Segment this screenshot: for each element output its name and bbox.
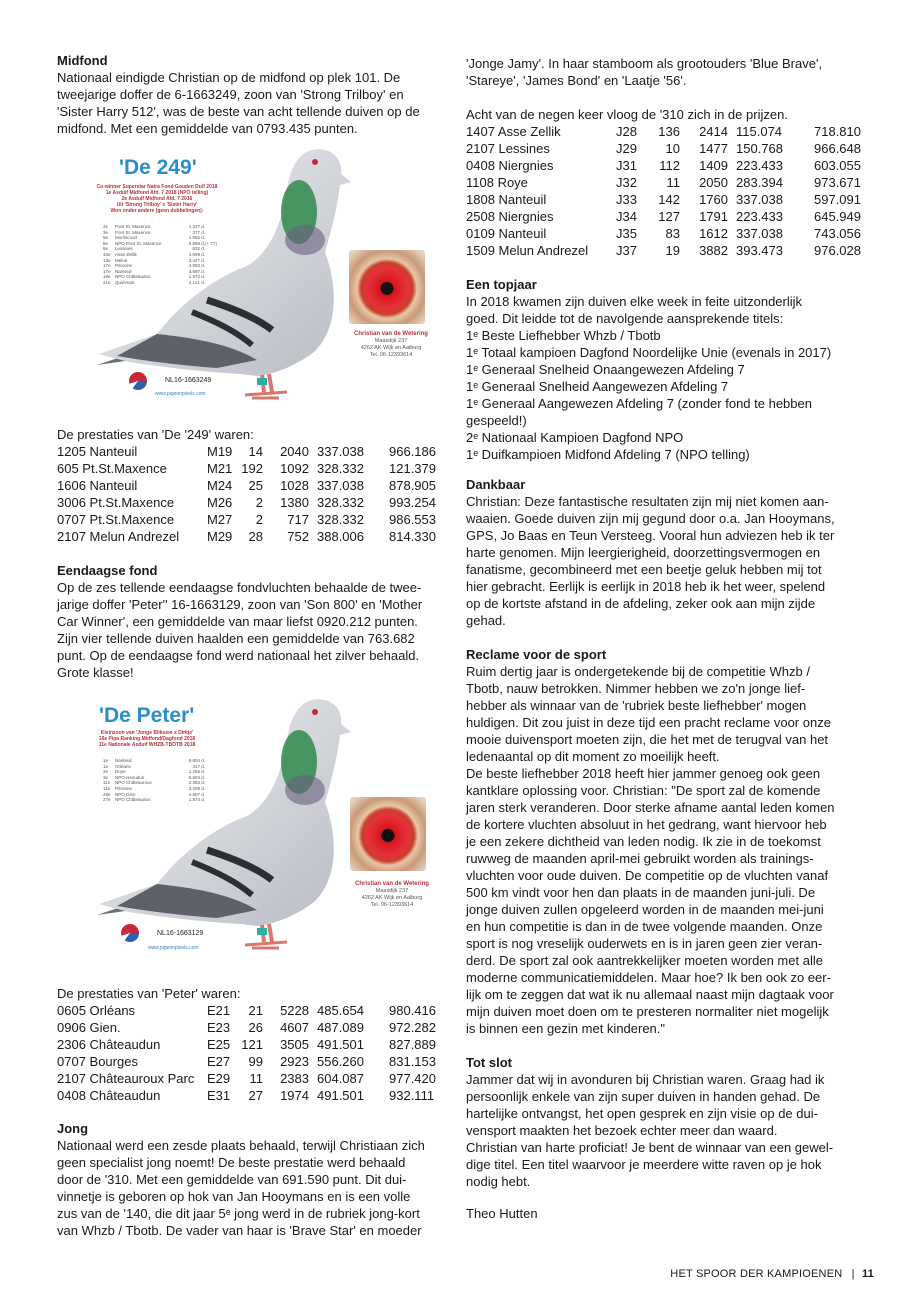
heading-jong: Jong <box>57 1121 89 1136</box>
photo-result-cell: NPO Châteaudun <box>115 797 151 803</box>
table-cell: 556.260 <box>317 1054 364 1069</box>
table-cell-date-location: 0906 Gien. <box>57 1020 121 1035</box>
caption-line: Uit 'Strong Trilboy' x 'Sister Harry' <box>116 202 198 208</box>
photo-result-cell <box>205 280 225 286</box>
table-cell: 1612 <box>699 226 728 241</box>
table-cell: 83 <box>665 226 680 241</box>
pigeonpixels-logo <box>121 924 139 942</box>
table-cell-date-location: 605 Pt.St.Maxence <box>57 461 167 476</box>
table-cell: 1092 <box>280 461 309 476</box>
table-cell-date-location: 2508 Niergnies <box>466 209 554 224</box>
table-cell: 986.553 <box>389 512 436 527</box>
photo-result-cell: 18e <box>103 274 111 280</box>
table-cell: J35 <box>616 226 637 241</box>
table-cell-date-location: 0408 Niergnies <box>466 158 554 173</box>
photo-title: 'De Peter' <box>99 704 195 727</box>
table-cell: 972.282 <box>389 1020 436 1035</box>
table-cell: 2050 <box>699 175 728 190</box>
photo-result-cell: NPO Gien <box>115 791 136 797</box>
photo-result-row <box>103 797 225 803</box>
photo-result-cell: 1e <box>103 758 109 763</box>
table-cell: 328.332 <box>317 495 364 510</box>
photo-result-cell: 5.604 d. <box>188 758 205 763</box>
table-cell-date-location: 0109 Nanteuil <box>466 226 547 241</box>
table-cell: 1028 <box>280 478 309 493</box>
paragraph-jong: Nationaal werd een zesde plaats behaald, terwijl Christiaan zich geen specialist jong noemt! De beste prestatie werd behaald door de '310. Met een gemiddelde van 691.590 punt. Dit dui- vinnetje is geboren op hok van Jan Hooymans en is een volle zus van de '140, die dit jaar 5ᵉ jong werd in de rubriek jong-kort van Whzb / Tbotb. De vader van haar is 'Brave Star' en moeder <box>57 1138 425 1238</box>
photo-result-cell: 10e <box>103 251 111 257</box>
photo-result-cell: 1e <box>103 763 109 769</box>
ring-number: NL16-1663129 <box>157 930 204 937</box>
page-number: 11 <box>861 1268 874 1280</box>
caption-line: Co-winner Superstar Natra Fond Gouden Duif 2018 <box>96 184 218 190</box>
table-cell: E31 <box>207 1088 231 1103</box>
heading-midfond: Midfond <box>57 53 108 68</box>
table-cell: 966.648 <box>814 141 861 156</box>
table-cell: 3882 <box>699 243 728 258</box>
breeder-name: Christian van de Wetering <box>354 331 428 337</box>
table-cell-date-location: 1407 Asse Zellik <box>466 124 561 139</box>
photo-result-cell: Pont St. Maxence <box>115 229 151 235</box>
table-cell: J37 <box>616 243 637 258</box>
table-cell-date-location: 1606 Nanteuil <box>57 478 138 493</box>
table-cell: 597.091 <box>814 192 861 207</box>
table-cell: 25 <box>248 478 263 493</box>
table-cell: 2 <box>255 495 263 510</box>
photo-result-cell: 3.447 d. <box>188 257 205 263</box>
pigeon-photo-de-249 <box>57 140 447 425</box>
paragraph-reclame: Ruim dertig jaar is ondergetekende bij de competitie Whzb / Tbotb, nauw betrokken. Nimmer hebben we zo'n jonge lief- hebber als winnaar van de 'rubriek beste liefhebber' mogen huldigen. Dit zou juist in deze tijd een pracht reclame voor onze mooie duivensport moeten zijn, die het met de terugval van het ledenaantal op dit moment zo moeilijk heeft. De beste liefhebber 2018 heeft hier jammer genoeg ook geen kantklare oplossing voor. Christian: "De sport zal de komende jaren sterk veranderen. Door sterke afname aantal leden komen de kortere vluchten absoluut in het gedrang, want hiervoor heb je een zekere dichtheid van leden nodig. Ik zie in de toekomst ruwweg de maanden april-mei gebruikt worden als trainings- vluchten voor oude duiven. De competitie op de vluchten vanaf 500 km vindt voor hen dan plaats in de maanden juni-juli. De jonge duiven zullen opgeleerd worden in de maanden mei-juni en hun competitie is dan in de twee volgende maanden. Onze sport is nog vreselijk ouderwets en is in jaren geen zier veran- derd. De sport zal ook aantrekkelijker moeten worden met alle moderne communicatiemiddelen. Maar hoe? Ik ben ook zo eer- lijk om te zeggen dat wat ik nu allemaal naast mijn dagtaak voor mijn duiven moet doen om te presteren normaliter niet mogelijk is binnen een gezin met kinderen." <box>466 664 835 1036</box>
photo-result-cell: 3.697 d. <box>188 268 205 274</box>
table-cell: 328.332 <box>317 512 364 527</box>
photo-title: 'De 249' <box>119 156 197 179</box>
table-cell: 491.501 <box>317 1088 364 1103</box>
photo-result-cell: 832 d. <box>192 246 205 252</box>
caption-line: 11e Nationale Asduif WHZB-TBOTB 2018 <box>98 742 196 748</box>
photo-result-cell: 3e <box>103 774 109 780</box>
table-cell-date-location: 1108 Roye <box>466 175 528 190</box>
photo-result-row <box>103 280 225 286</box>
heading-een-topjaar: Een topjaar <box>466 277 537 292</box>
contact-line: Tel. 06-12393614 <box>369 352 413 358</box>
table-cell: 388.006 <box>317 529 364 544</box>
photo-result-cell: 13e <box>103 257 111 263</box>
photo-result-cell: 11e <box>103 785 111 791</box>
table-cell: 10 <box>665 141 680 156</box>
table-cell: 150.768 <box>736 141 783 156</box>
table-cell: 827.889 <box>389 1037 436 1052</box>
heading-dankbaar: Dankbaar <box>466 477 526 492</box>
table-cell: M26 <box>207 495 233 510</box>
photo-result-cell: 28e <box>103 791 111 797</box>
photo-result-cell: 417 d. <box>192 763 205 769</box>
table-cell: 1760 <box>699 192 728 207</box>
table-cell: 1409 <box>699 158 728 173</box>
table-intro: De prestaties van 'Peter' waren: <box>57 986 241 1001</box>
table-cell: 328.332 <box>317 461 364 476</box>
paragraph-jonge-jamy: 'Jonge Jamy'. In haar stamboom als grootouders 'Blue Brave', 'Stareye', 'James Bond' en 'Laatje '56'. <box>466 56 823 88</box>
photo-result-cell: 6.604 d. <box>188 774 205 780</box>
photo-result-cell: Melun <box>115 257 128 263</box>
table-cell: 718.810 <box>814 124 861 139</box>
table-cell: 136 <box>658 124 680 139</box>
table-cell: 491.501 <box>317 1037 364 1052</box>
footer-separator: | <box>851 1268 855 1280</box>
section-jong <box>57 1120 447 1239</box>
table-cell: M29 <box>207 529 233 544</box>
photo-result-cell: 4.093 d. <box>188 263 205 269</box>
table-cell: 1380 <box>280 495 309 510</box>
table-intro: Acht van de negen keer vloog de '310 zich in de prijzen. <box>466 107 788 122</box>
table-cell: 337.038 <box>736 226 783 241</box>
contact-line: Tel. 06-12393614 <box>370 902 414 908</box>
table-cell: 1477 <box>699 141 728 156</box>
photo-result-cell: 8e <box>103 246 109 252</box>
photo-result-cell: 1.974 d. <box>188 274 205 280</box>
photo-result-cell: (+ 77) <box>205 240 217 246</box>
table-cell: 976.028 <box>814 243 861 258</box>
photo-result-cell: 17e <box>103 268 111 274</box>
paragraph-eendaagse-fond: Op de zes tellende eendaagse fondvluchten behaalde de twee- jarige doffer 'Peter'' 16-1663129, zoon van 'Son 800' en 'Mother Car Winner', een gemiddelde van maar liefst 0920.212 punten. Zijn vier tellende duiven haalden een gemiddelde van 763.682 punt. Op de eendaagse fond werd nationaal het zilver behaald. Grote klasse! <box>57 580 423 680</box>
table-cell: J33 <box>616 192 637 207</box>
table-cell: E25 <box>207 1037 231 1052</box>
author: Theo Hutten <box>466 1206 538 1221</box>
eye-photo <box>350 797 426 871</box>
contact-line: 4262 AK Wijk en Aalburg <box>361 895 423 901</box>
photo-result-cell: 1.255 d. <box>188 769 205 775</box>
table-cell: 127 <box>658 209 680 224</box>
table-cell-date-location: 0707 Pt.St.Maxence <box>57 512 175 527</box>
table-cell: 980.416 <box>389 1003 436 1018</box>
table-cell-date-location: 3006 Pt.St.Maxence <box>57 495 175 510</box>
table-cell: 2 <box>255 512 263 527</box>
table-cell: 142 <box>658 192 680 207</box>
table-cell: 337.038 <box>317 478 364 493</box>
pigeonpixels-logo <box>129 372 147 390</box>
table-cell: 932.111 <box>389 1088 435 1103</box>
table-cell: 28 <box>248 529 263 544</box>
table-cell: 977.420 <box>389 1071 436 1086</box>
section-een-topjaar <box>466 276 876 463</box>
table-cell: 11 <box>249 1071 263 1086</box>
photo-result-cell: 1.237 d. <box>188 224 205 229</box>
photo-result-cell: Asse Zellik <box>115 251 137 257</box>
table-cell: 27 <box>248 1088 263 1103</box>
caption-line: Kleinzoon van 'Jonge Bliksem x Dirkje' <box>100 730 194 736</box>
photo-result-cell: Orléans <box>115 763 131 769</box>
table-cell: 21 <box>248 1003 263 1018</box>
table-cell: 112 <box>659 158 680 173</box>
photo-result-cell: Pont St. Maxence <box>115 224 151 229</box>
table-cell-date-location: 0707 Bourges <box>57 1054 138 1069</box>
table-cell: J34 <box>616 209 637 224</box>
table-cell: 26 <box>248 1020 263 1035</box>
table-cell: 831.153 <box>389 1054 436 1069</box>
photo-result-cell: 17e <box>103 263 111 269</box>
table-cell-date-location: 2107 Melun Andrezel <box>57 529 180 544</box>
paragraph-continued <box>466 55 876 89</box>
table-cell: 99 <box>248 1054 263 1069</box>
table-cell: 115.074 <box>736 124 783 139</box>
table-cell: 1974 <box>280 1088 309 1103</box>
table-cell-date-location: 0408 Châteaudun <box>57 1088 161 1103</box>
table-cell: E23 <box>207 1020 231 1035</box>
table-cell: 878.905 <box>389 478 436 493</box>
photo-result-cell: 2.383 d. <box>188 780 205 786</box>
table-cell: 2414 <box>699 124 728 139</box>
photo-result-cell: 5e <box>103 235 109 241</box>
section-dankbaar <box>466 476 876 629</box>
table-cell: 603.055 <box>814 158 861 173</box>
table-cell: 717 <box>287 512 309 527</box>
table-cell: 121.379 <box>389 461 436 476</box>
table-cell: E21 <box>207 1003 231 1018</box>
table-cell: 192 <box>241 461 263 476</box>
table-cell: 973.671 <box>814 175 861 190</box>
table-cell: 743.056 <box>814 226 861 241</box>
table-cell: 2383 <box>280 1071 309 1086</box>
eye-photo <box>349 250 425 324</box>
contact-line: Maasdijk 237 <box>374 338 408 344</box>
heading-tot-slot: Tot slot <box>466 1055 512 1070</box>
breeder-contact <box>336 331 446 359</box>
photo-result-cell: 11e <box>103 780 111 786</box>
paragraph-een-topjaar: In 2018 kwamen zijn duiven elke week in feite uitzonderlijk goed. Dit leidde tot de navolgende aansprekende titels: 1ᵉ Beste Liefhebber Whzb / Tbotb 1ᵉ Totaal kampioen Dagfond Noordelijke Unie (evenals in 2017) 1ᵉ Generaal Snelheid Onaangewezen Afdeling 7 1ᵉ Generaal Snelheid Aangewezen Afdeling 7 1ᵉ Generaal Aangewezen Afdeling 7 (zonder fond te hebben gespeeld!) 2ᵉ Nationaal Kampioen Dagfond NPO 1ᵉ Duifkampioen Midfond Afdeling 7 (NPO telling) <box>466 294 832 462</box>
photo-result-cell: 4.607 d. <box>188 791 205 797</box>
breeder-contact <box>337 881 447 909</box>
photo-result-cell: 8e <box>103 240 109 246</box>
photo-result-cell: 1.974 d. <box>188 797 205 803</box>
results-table-de-249 <box>57 426 447 545</box>
photo-caption <box>77 184 237 214</box>
photo-result-cell <box>205 797 225 803</box>
photo-result-cell: Quiévrain <box>115 279 135 285</box>
breeder-name: Christian van de Wetering <box>355 881 429 887</box>
table-cell: J31 <box>616 158 637 173</box>
table-cell: 4607 <box>280 1020 309 1035</box>
magazine-name: HET SPOOR DER KAMPIOENEN <box>670 1268 843 1280</box>
photo-result-cell: 27e <box>103 797 111 803</box>
photo-url: www.pigeonpixels.com <box>148 945 199 951</box>
table-cell: 337.038 <box>317 444 364 459</box>
table-cell: J28 <box>616 124 637 139</box>
contact-line: Maasdijk 237 <box>375 888 409 894</box>
table-cell: J29 <box>616 141 637 156</box>
photo-result-cell: Roye <box>115 769 126 775</box>
photo-result-cell: NPO Châteaudun <box>115 274 151 280</box>
section-midfond <box>57 52 447 137</box>
heading-eendaagse-fond: Eendaagse fond <box>57 563 158 578</box>
table-cell: M24 <box>207 478 233 493</box>
table-cell-date-location: 1205 Nanteuil <box>57 444 138 459</box>
photo-result-cell: NPO Châteauroux <box>115 780 152 786</box>
table-cell-date-location: 2107 Châteauroux Parc <box>57 1071 195 1086</box>
table-cell: 752 <box>287 529 309 544</box>
table-cell-date-location: 2306 Châteaudun <box>57 1037 161 1052</box>
caption-line: 2e Asduif Midfond Afd. 7 2016 <box>121 196 193 202</box>
photo-result-cell: 2e <box>103 769 109 775</box>
table-cell-date-location: 1808 Nanteuil <box>466 192 547 207</box>
results-table-peter <box>57 985 447 1104</box>
table-cell: 487.089 <box>317 1020 364 1035</box>
heading-reclame: Reclame voor de sport <box>466 647 607 662</box>
table-cell: 2923 <box>280 1054 309 1069</box>
table-cell: 3505 <box>280 1037 309 1052</box>
results-table-310 <box>466 106 876 259</box>
table-cell: 645.949 <box>814 209 861 224</box>
photo-result-cell: Péronne <box>115 785 133 791</box>
section-tot-slot <box>466 1054 876 1190</box>
photo-result-cell: 21e <box>103 279 111 285</box>
caption-line: 16e Pipa Ranking Midfond/Dagfond 2018 <box>98 736 196 742</box>
table-cell-date-location: 0605 Orléans <box>57 1003 136 1018</box>
photo-result-cell: 3.209 d. <box>188 785 205 791</box>
photo-result-cell: Lessines <box>115 246 133 252</box>
table-cell: 223.433 <box>736 158 783 173</box>
photo-result-cell: 2e <box>103 224 109 229</box>
table-cell: 19 <box>665 243 680 258</box>
caption-line: Won onder andere (geen dubbelingen): <box>110 208 204 214</box>
photo-result-cell: Péronne <box>115 263 133 269</box>
table-cell: 5228 <box>280 1003 309 1018</box>
table-cell: J32 <box>616 175 637 190</box>
caption-line: 1e Asduif Midfond Afd. 7 2018 (NPO telling) <box>105 190 209 196</box>
table-cell: M21 <box>207 461 233 476</box>
contact-line: 4262 AK Wijk en Aalburg <box>360 345 422 351</box>
table-cell: 14 <box>248 444 263 459</box>
table-cell: E27 <box>207 1054 231 1069</box>
photo-result-cell: Nanteuil <box>115 268 132 274</box>
table-cell: 1791 <box>699 209 728 224</box>
table-cell: 223.433 <box>736 209 783 224</box>
table-cell: 814.330 <box>389 529 436 544</box>
pigeon-photo-de-peter <box>57 690 447 975</box>
paragraph-midfond: Nationaal eindigde Christian op de midfond op plek 101. De tweejarige doffer de 6-1663249, zoon van 'Strong Trilboy' en 'Sister Harry 512', was de beste van acht tellende duiven op de midfond. Met een gemiddelde van 0793.435 punten. <box>57 70 420 136</box>
table-cell-date-location: 1509 Melun Andrezel <box>466 243 589 258</box>
table-cell: M27 <box>207 512 233 527</box>
photo-result-cell: 1.099 d. <box>188 251 205 257</box>
section-reclame <box>466 646 876 1037</box>
photo-result-cell: 5.698 d. <box>188 240 205 246</box>
table-cell: 337.038 <box>736 192 783 207</box>
table-cell: 604.087 <box>317 1071 364 1086</box>
photo-result-cell: NPO Issoudun <box>115 774 145 780</box>
table-cell: E29 <box>207 1071 231 1086</box>
table-cell: 121 <box>241 1037 263 1052</box>
paragraph-dankbaar: Christian: Deze fantastische resultaten zijn mij niet komen aan- waaien. Goede duiven zijn mij gegund door o.a. Jan Hooymans, GPS, Jo Baas en Teun Versteeg. Vooral hun adviezen heb ik ter harte genomen. Mijn leergierigheid, doorzettingsvermogen en fanatisme, gecombineerd met een beetje geluk hebben mij tot hier gebracht. Eerlijk is eerlijk in 2018 heb ik het weer, spelend op de kortste afstand in de afdeling, zeker ook aan mijn zijde gehad. <box>466 494 835 628</box>
photo-results-list <box>103 758 225 803</box>
photo-result-cell: 1.556 d. <box>188 235 205 241</box>
photo-result-cell: 4.121 d. <box>188 279 205 285</box>
table-cell-date-location: 2107 Lessines <box>466 141 550 156</box>
table-cell: 11 <box>666 175 680 190</box>
table-cell: 393.473 <box>736 243 783 258</box>
photo-result-cell: NPO Pont St. Maxence <box>115 240 162 246</box>
paragraph-tot-slot: Jammer dat wij in avonduren bij Christian waren. Graag had ik persoonlijk enkele van zijn super duiven in handen gehad. De hartelijke ontvangst, het open gesprek en zijn visie op de dui- vensport maakten het bezoek echter meer dan waard. Christian van harte proficiat! Je bent de winnaar van een gewel- dige titel. Een titel waarvoor je meerdere witte raven op je hok nodig hebt. <box>466 1072 834 1189</box>
photo-url: www.pigeonpixels.com <box>155 391 206 397</box>
photo-caption <box>67 730 227 748</box>
table-cell: 485.654 <box>317 1003 364 1018</box>
ring-number: NL16-1663249 <box>165 377 212 384</box>
table-cell: M19 <box>207 444 233 459</box>
section-eendaagse-fond <box>57 562 447 681</box>
page-footer <box>670 1266 874 1283</box>
photo-result-cell: 377 d. <box>192 229 205 235</box>
photo-results-list <box>103 224 225 286</box>
table-cell: 966.186 <box>389 444 436 459</box>
table-cell: 283.394 <box>736 175 783 190</box>
photo-result-cell: Morlincourt <box>115 235 138 241</box>
photo-result-cell: Nanteuil <box>115 758 132 763</box>
table-cell: 993.254 <box>389 495 436 510</box>
table-cell: 2040 <box>280 444 309 459</box>
photo-result-cell: 3e <box>103 229 109 235</box>
table-intro: De prestaties van 'De '249' waren: <box>57 427 254 442</box>
